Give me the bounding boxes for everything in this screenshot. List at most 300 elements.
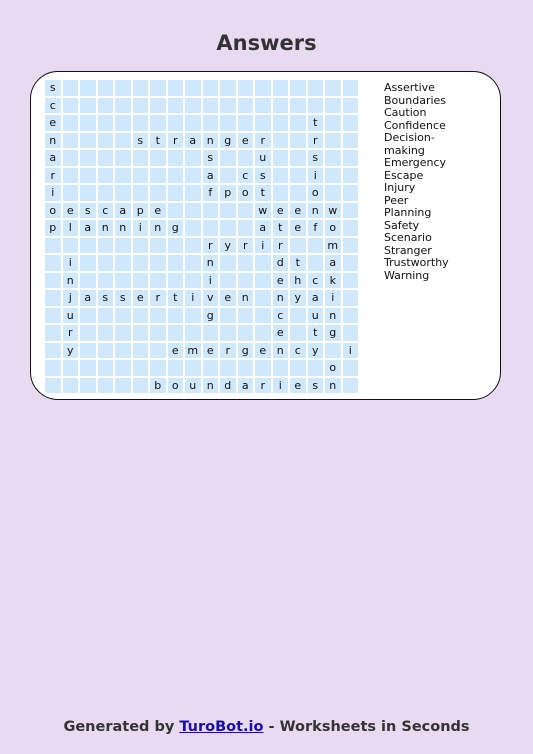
grid-cell — [254, 324, 272, 342]
grid-cell — [254, 272, 272, 290]
grid-cell — [167, 307, 185, 325]
grid-cell: t — [149, 132, 167, 150]
grid-cell: a — [184, 132, 202, 150]
word-list-item: Stranger — [384, 243, 432, 257]
grid-cell — [149, 324, 167, 342]
grid-cell — [167, 114, 185, 132]
grid-cell: n — [237, 289, 255, 307]
grid-cell — [324, 149, 342, 167]
grid-cell — [254, 79, 272, 97]
grid-cell — [167, 184, 185, 202]
grid-cell — [114, 97, 132, 115]
grid-cell: l — [62, 219, 80, 237]
grid-cell: r — [237, 237, 255, 255]
grid-cell — [44, 307, 62, 325]
grid-cell — [289, 97, 307, 115]
grid-cell — [254, 114, 272, 132]
grid-cell — [202, 324, 220, 342]
grid-cell — [79, 114, 97, 132]
grid-cell — [132, 149, 150, 167]
grid-cell — [237, 202, 255, 220]
grid-cell — [184, 272, 202, 290]
grid-cell — [219, 359, 237, 377]
grid-cell — [114, 184, 132, 202]
grid-cell: s — [44, 79, 62, 97]
grid-cell — [342, 324, 360, 342]
grid-cell — [167, 79, 185, 97]
grid-cell — [237, 254, 255, 272]
grid-cell: i — [342, 342, 360, 360]
grid-cell: a — [202, 167, 220, 185]
grid-cell — [79, 377, 97, 395]
grid-cell: m — [184, 342, 202, 360]
grid-cell — [114, 237, 132, 255]
grid-cell — [149, 272, 167, 290]
grid-cell — [97, 149, 115, 167]
grid-cell — [62, 377, 80, 395]
grid-cell: n — [202, 132, 220, 150]
grid-cell: n — [307, 202, 325, 220]
grid-cell: s — [307, 377, 325, 395]
grid-cell: u — [62, 307, 80, 325]
grid-cell: f — [307, 219, 325, 237]
grid-cell — [97, 237, 115, 255]
grid-cell — [167, 324, 185, 342]
grid-cell — [79, 184, 97, 202]
grid-cell — [97, 324, 115, 342]
grid-cell — [62, 167, 80, 185]
grid-cell — [114, 342, 132, 360]
word-list-item: Caution — [384, 106, 427, 119]
word-list-item: Warning — [384, 268, 430, 282]
grid-cell — [97, 79, 115, 97]
grid-cell — [289, 132, 307, 150]
grid-cell: i — [272, 377, 290, 395]
grid-cell — [289, 237, 307, 255]
grid-cell: n — [62, 272, 80, 290]
grid-cell — [132, 359, 150, 377]
grid-cell — [132, 114, 150, 132]
grid-cell — [289, 324, 307, 342]
word-list — [384, 82, 459, 282]
grid-cell: u — [184, 377, 202, 395]
grid-cell — [44, 359, 62, 377]
grid-cell: e — [272, 324, 290, 342]
grid-cell: n — [324, 307, 342, 325]
grid-cell: a — [324, 254, 342, 272]
grid-cell — [114, 167, 132, 185]
grid-cell: w — [254, 202, 272, 220]
page-title: Answers — [216, 31, 317, 55]
grid-cell — [342, 289, 360, 307]
grid-cell: n — [202, 254, 220, 272]
grid-cell: d — [272, 254, 290, 272]
grid-cell: e — [254, 342, 272, 360]
grid-cell: e — [219, 289, 237, 307]
word-list-item: Confidence — [384, 118, 446, 132]
grid-cell: r — [272, 237, 290, 255]
grid-cell: s — [132, 132, 150, 150]
grid-cell — [79, 132, 97, 150]
grid-cell — [132, 307, 150, 325]
grid-cell — [114, 359, 132, 377]
grid-cell — [44, 254, 62, 272]
grid-cell: a — [254, 219, 272, 237]
word-search-grid — [44, 79, 359, 394]
grid-cell: i — [254, 237, 272, 255]
grid-cell: e — [44, 114, 62, 132]
grid-cell: s — [97, 289, 115, 307]
grid-cell: c — [237, 167, 255, 185]
grid-cell: u — [254, 149, 272, 167]
grid-cell: p — [219, 184, 237, 202]
grid-cell: c — [307, 272, 325, 290]
grid-cell: j — [62, 289, 80, 307]
grid-cell — [97, 97, 115, 115]
grid-cell — [132, 272, 150, 290]
grid-cell — [149, 114, 167, 132]
grid-cell — [114, 254, 132, 272]
grid-cell: a — [44, 149, 62, 167]
grid-cell — [184, 167, 202, 185]
grid-cell — [167, 272, 185, 290]
grid-cell: g — [324, 324, 342, 342]
grid-cell — [307, 79, 325, 97]
grid-cell — [149, 359, 167, 377]
grid-cell: a — [237, 377, 255, 395]
grid-cell — [97, 272, 115, 290]
grid-cell — [149, 237, 167, 255]
grid-cell: a — [79, 289, 97, 307]
grid-cell: e — [237, 132, 255, 150]
grid-cell — [219, 97, 237, 115]
grid-cell — [324, 79, 342, 97]
grid-cell: t — [254, 184, 272, 202]
word-list-item: Decision- making — [384, 131, 435, 157]
grid-cell: h — [289, 272, 307, 290]
grid-cell — [132, 324, 150, 342]
word-list-item: Assertive — [384, 81, 435, 94]
grid-cell — [79, 272, 97, 290]
grid-cell — [272, 359, 290, 377]
grid-cell — [289, 167, 307, 185]
grid-cell — [114, 307, 132, 325]
grid-cell — [79, 359, 97, 377]
grid-cell — [149, 97, 167, 115]
grid-cell — [254, 359, 272, 377]
grid-cell: o — [307, 184, 325, 202]
grid-cell — [79, 167, 97, 185]
grid-cell: r — [44, 167, 62, 185]
grid-cell: r — [307, 132, 325, 150]
word-list-item: Safety — [384, 218, 420, 232]
grid-cell — [289, 114, 307, 132]
grid-cell — [149, 342, 167, 360]
word-list-item: Scenario — [384, 231, 432, 244]
grid-cell — [114, 114, 132, 132]
grid-cell: e — [289, 202, 307, 220]
grid-cell: f — [202, 184, 220, 202]
grid-cell — [219, 202, 237, 220]
grid-cell — [62, 97, 80, 115]
grid-cell — [307, 237, 325, 255]
grid-cell — [342, 202, 360, 220]
word-list-item: Injury — [384, 181, 416, 194]
grid-cell: g — [237, 342, 255, 360]
grid-cell: r — [62, 324, 80, 342]
grid-cell — [97, 167, 115, 185]
grid-cell: r — [219, 342, 237, 360]
grid-cell: t — [307, 324, 325, 342]
grid-cell — [114, 324, 132, 342]
grid-cell — [342, 377, 360, 395]
footer-prefix: Generated by — [63, 719, 180, 735]
grid-cell — [167, 359, 185, 377]
grid-cell — [324, 97, 342, 115]
grid-cell — [219, 307, 237, 325]
grid-cell — [62, 132, 80, 150]
grid-cell — [237, 324, 255, 342]
grid-cell — [184, 184, 202, 202]
grid-cell — [132, 79, 150, 97]
grid-cell — [44, 272, 62, 290]
grid-cell: r — [202, 237, 220, 255]
grid-cell — [149, 254, 167, 272]
grid-cell — [342, 167, 360, 185]
grid-cell: t — [307, 114, 325, 132]
grid-cell — [272, 167, 290, 185]
grid-cell — [324, 132, 342, 150]
grid-cell — [97, 184, 115, 202]
grid-cell — [202, 202, 220, 220]
grid-cell — [342, 237, 360, 255]
grid-cell: c — [272, 307, 290, 325]
footer-suffix: - Worksheets in Seconds — [263, 719, 470, 735]
grid-cell — [219, 167, 237, 185]
grid-cell — [272, 79, 290, 97]
grid-cell: y — [62, 342, 80, 360]
grid-cell: c — [97, 202, 115, 220]
grid-cell: o — [324, 219, 342, 237]
grid-cell: k — [324, 272, 342, 290]
grid-cell — [219, 79, 237, 97]
grid-cell — [184, 114, 202, 132]
grid-cell — [342, 79, 360, 97]
grid-cell: n — [97, 219, 115, 237]
grid-cell: i — [132, 219, 150, 237]
grid-cell — [79, 254, 97, 272]
grid-cell — [342, 114, 360, 132]
grid-cell — [202, 97, 220, 115]
grid-cell — [184, 202, 202, 220]
grid-cell — [289, 184, 307, 202]
grid-cell: r — [167, 132, 185, 150]
grid-cell — [272, 132, 290, 150]
word-list-item: Escape — [384, 168, 424, 182]
grid-cell — [97, 307, 115, 325]
grid-cell: c — [289, 342, 307, 360]
grid-cell — [272, 114, 290, 132]
grid-cell: y — [289, 289, 307, 307]
footer — [0, 719, 533, 735]
grid-cell — [289, 149, 307, 167]
grid-cell: e — [132, 289, 150, 307]
grid-cell — [219, 114, 237, 132]
grid-cell — [219, 324, 237, 342]
grid-cell: s — [114, 289, 132, 307]
grid-cell: e — [289, 219, 307, 237]
grid-cell — [44, 237, 62, 255]
grid-cell: e — [202, 342, 220, 360]
grid-cell — [114, 79, 132, 97]
grid-cell: i — [184, 289, 202, 307]
grid-cell: c — [44, 97, 62, 115]
grid-cell — [237, 359, 255, 377]
grid-cell — [44, 377, 62, 395]
grid-cell: e — [272, 202, 290, 220]
grid-cell: n — [324, 377, 342, 395]
grid-cell — [132, 237, 150, 255]
grid-cell — [79, 324, 97, 342]
grid-cell — [342, 219, 360, 237]
grid-cell — [219, 149, 237, 167]
word-list-item: Peer — [384, 193, 409, 207]
grid-cell: o — [44, 202, 62, 220]
grid-cell: e — [289, 377, 307, 395]
grid-cell — [184, 359, 202, 377]
grid-cell — [149, 149, 167, 167]
grid-cell: t — [289, 254, 307, 272]
grid-cell — [114, 272, 132, 290]
grid-cell — [167, 237, 185, 255]
grid-cell — [44, 289, 62, 307]
grid-cell — [202, 219, 220, 237]
grid-cell: n — [272, 342, 290, 360]
grid-cell — [324, 167, 342, 185]
grid-cell — [167, 202, 185, 220]
grid-cell: s — [79, 202, 97, 220]
grid-cell — [342, 184, 360, 202]
grid-cell — [342, 307, 360, 325]
grid-cell — [342, 149, 360, 167]
grid-cell — [184, 237, 202, 255]
grid-cell: v — [202, 289, 220, 307]
grid-cell — [324, 114, 342, 132]
grid-cell — [44, 324, 62, 342]
grid-cell — [254, 254, 272, 272]
grid-cell — [79, 149, 97, 167]
grid-cell: e — [149, 202, 167, 220]
grid-cell — [307, 359, 325, 377]
grid-cell: p — [132, 202, 150, 220]
grid-cell — [342, 359, 360, 377]
grid-cell — [289, 359, 307, 377]
grid-cell — [254, 289, 272, 307]
grid-cell: a — [307, 289, 325, 307]
grid-cell — [184, 254, 202, 272]
grid-cell: g — [167, 219, 185, 237]
grid-cell — [202, 79, 220, 97]
word-list-item: Planning — [384, 206, 432, 219]
grid-cell: g — [219, 132, 237, 150]
grid-cell: i — [202, 272, 220, 290]
grid-cell — [167, 167, 185, 185]
grid-cell — [62, 114, 80, 132]
grid-cell — [219, 219, 237, 237]
grid-cell: t — [167, 289, 185, 307]
grid-cell — [184, 97, 202, 115]
grid-cell — [79, 97, 97, 115]
grid-cell — [202, 359, 220, 377]
grid-cell: o — [237, 184, 255, 202]
grid-cell — [237, 219, 255, 237]
grid-cell: r — [254, 132, 272, 150]
grid-cell: r — [254, 377, 272, 395]
grid-cell: s — [254, 167, 272, 185]
grid-cell — [184, 149, 202, 167]
grid-cell: a — [114, 202, 132, 220]
grid-cell: t — [272, 219, 290, 237]
grid-cell — [254, 307, 272, 325]
grid-cell: r — [149, 289, 167, 307]
grid-cell — [237, 307, 255, 325]
grid-cell — [219, 272, 237, 290]
grid-cell — [62, 184, 80, 202]
grid-cell — [132, 377, 150, 395]
grid-cell — [342, 132, 360, 150]
grid-cell: u — [307, 307, 325, 325]
grid-cell: a — [79, 219, 97, 237]
grid-cell — [79, 307, 97, 325]
grid-cell: e — [62, 202, 80, 220]
grid-cell — [97, 132, 115, 150]
grid-cell — [272, 184, 290, 202]
grid-cell: i — [324, 289, 342, 307]
grid-cell: i — [307, 167, 325, 185]
turobot-link[interactable]: TuroBot.io — [179, 719, 264, 735]
word-list-item: Trustworthy — [384, 256, 449, 269]
grid-cell — [132, 167, 150, 185]
grid-cell: m — [324, 237, 342, 255]
grid-cell: n — [149, 219, 167, 237]
grid-cell — [79, 342, 97, 360]
grid-cell: s — [202, 149, 220, 167]
grid-cell: s — [307, 149, 325, 167]
grid-cell: n — [272, 289, 290, 307]
grid-cell — [167, 254, 185, 272]
grid-cell — [97, 342, 115, 360]
grid-cell — [132, 342, 150, 360]
grid-cell — [62, 237, 80, 255]
word-list-item: Emergency — [384, 156, 447, 169]
grid-cell — [114, 377, 132, 395]
grid-cell — [79, 79, 97, 97]
grid-cell — [307, 97, 325, 115]
grid-cell — [167, 149, 185, 167]
grid-cell: g — [202, 307, 220, 325]
grid-cell — [149, 307, 167, 325]
grid-cell — [254, 97, 272, 115]
grid-cell — [44, 342, 62, 360]
grid-cell: i — [44, 184, 62, 202]
grid-cell — [97, 114, 115, 132]
grid-cell — [324, 184, 342, 202]
grid-cell: n — [114, 219, 132, 237]
grid-cell: y — [307, 342, 325, 360]
grid-cell — [132, 254, 150, 272]
grid-cell — [184, 307, 202, 325]
grid-cell — [342, 97, 360, 115]
